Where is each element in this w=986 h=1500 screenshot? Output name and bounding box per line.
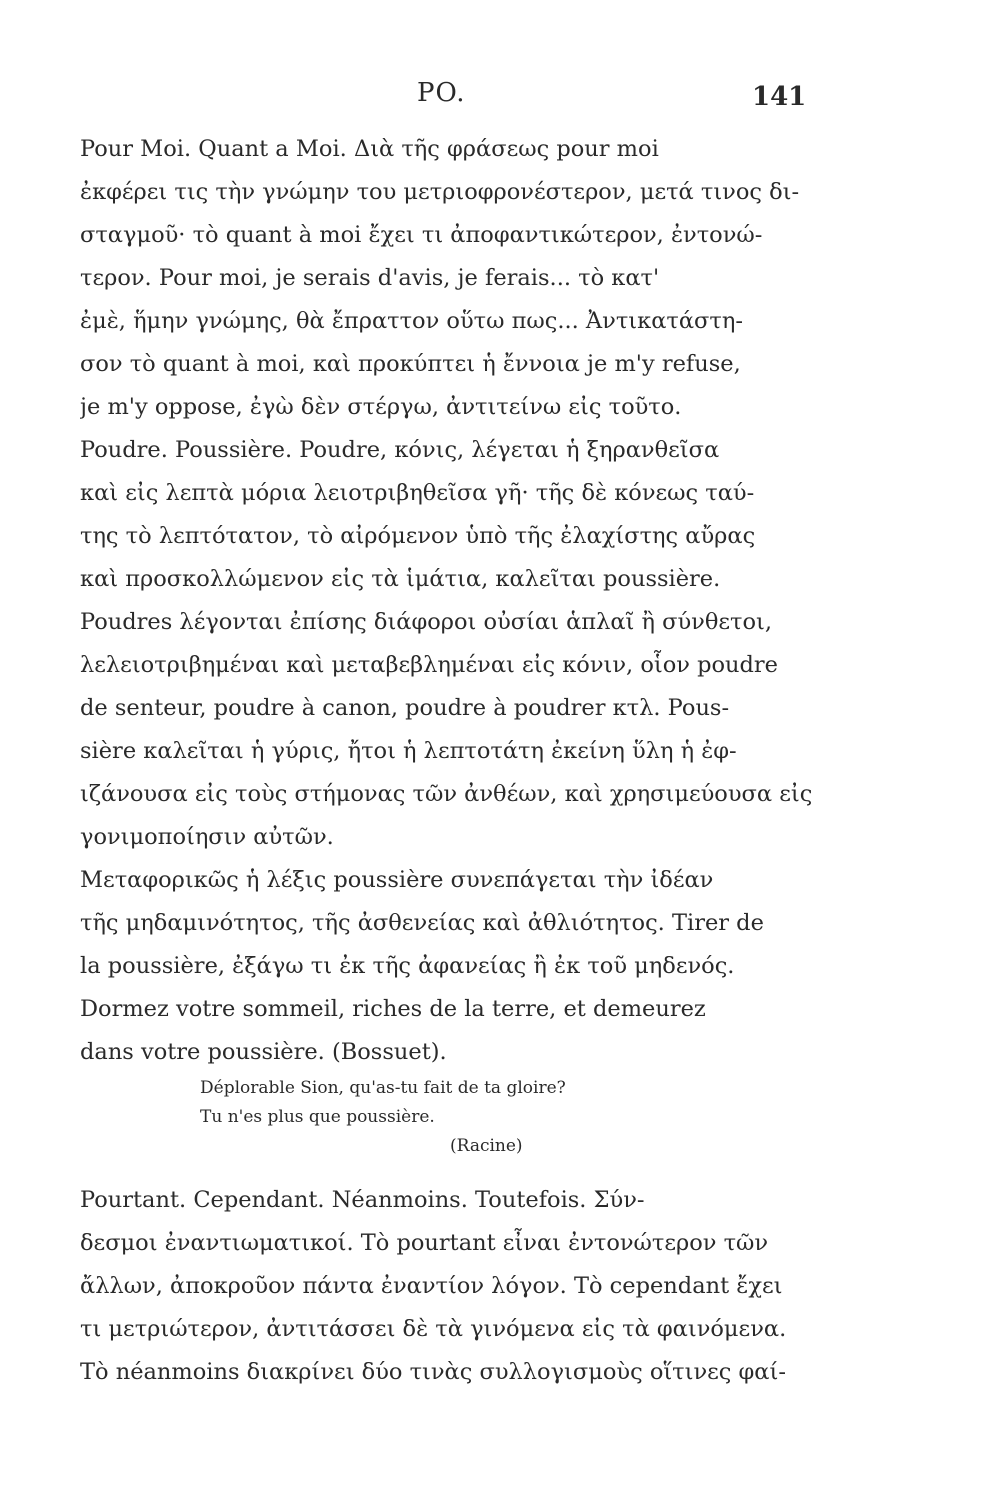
text-line: δεσμοι ἐναντιωματικοί. Τὸ pourtant εἶναι ἐντονώτερον τῶν: [80, 1230, 769, 1256]
text-line: γονιμοποίησιν αὐτῶν.: [80, 824, 334, 850]
text-line: τῆς μηδαμινότητος, τῆς ἀσθενείας καὶ ἀθλιότητος. Tirer de: [80, 910, 764, 936]
text-line: σταγμοῦ· τὸ quant à moi ἔχει τι ἀποφαντικώτερον, ἐντονώ-: [80, 222, 763, 248]
text-line: τερον. Pour moi, je serais d'avis, je ferais... τὸ κατ': [80, 265, 660, 291]
text-line: καὶ εἰς λεπτὰ μόρια λειοτριβηθεῖσα γῆ· τῆς δὲ κόνεως ταύ-: [80, 480, 755, 506]
text-line: της τὸ λεπτότατον, τὸ αἰρόμενον ὑπὸ τῆς ἐλαχίστης αὔρας: [80, 523, 756, 549]
text-line: Τὸ néanmoins διακρίνει δύο τινὰς συλλογισμοὺς οἵτινες φαί-: [80, 1359, 786, 1385]
quote-line: Déplorable Sion, qu'as-tu fait de ta gloire?: [200, 1078, 566, 1098]
text-line: sière καλεῖται ἡ γύρις, ἤτοι ἡ λεπτοτάτη ἐκείνη ὕλη ἡ ἐφ-: [80, 738, 737, 764]
text-line: ἐκφέρει τις τὴν γνώμην του μετριοφρονέστερον, μετά τινος δι-: [80, 179, 800, 205]
text-line: de senteur, poudre à canon, poudre à poudrer κτλ. Pous-: [80, 695, 730, 721]
text-line: Poudre. Poussière. Poudre, κόνις, λέγεται ἡ ξηρανθεῖσα: [80, 437, 720, 463]
running-head: [0, 78, 986, 118]
text-line: Poudres λέγονται ἐπίσης διάφοροι οὐσίαι ἁπλαῖ ἢ σύνθετοι,: [80, 609, 773, 635]
text-line: τι μετριώτερον, ἀντιτάσσει δὲ τὰ γινόμενα εἰς τὰ φαινόμενα.: [80, 1316, 787, 1342]
text-line: καὶ προσκολλώμενον εἰς τὰ ἱμάτια, καλεῖται poussière.: [80, 566, 721, 592]
text-line: ἄλλων, ἀποκροῦον πάντα ἐναντίον λόγον. Τὸ cependant ἔχει: [80, 1273, 783, 1299]
page-body: [80, 128, 825, 1394]
text-line: la poussière, ἐξάγω τι ἐκ τῆς ἀφανείας ἢ ἐκ τοῦ μηδενός.: [80, 953, 735, 979]
text-line: ἐμὲ, ἥμην γνώμης, θὰ ἔπραττον οὕτω πως... Ἀντικατάστη-: [80, 308, 743, 334]
running-head-title: PO.: [417, 78, 466, 108]
text-line: je m'y oppose, ἐγὼ δὲν στέργω, ἀντιτείνω εἰς τοῦτο.: [80, 394, 682, 420]
text-line: Dormez votre sommeil, riches de la terre, et demeurez: [80, 996, 706, 1022]
text-line: λελειοτριβημέναι καὶ μεταβεβλημέναι εἰς κόνιν, οἷον poudre: [80, 652, 778, 678]
text-line: Pourtant. Cependant. Néanmoins. Toutefois. Σύν-: [80, 1187, 645, 1213]
quote-line: Tu n'es plus que poussière.: [200, 1107, 435, 1127]
page-number: 141: [752, 82, 807, 112]
text-line: ιζάνουσα εἰς τοὺς στήμονας τῶν ἀνθέων, καὶ χρησιμεύουσα εἰς: [80, 781, 813, 807]
text-line: σον τὸ quant à moi, καὶ προκύπτει ἡ ἔννοια je m'y refuse,: [80, 351, 741, 377]
text-line: dans votre poussière. (Bossuet).: [80, 1039, 447, 1065]
text-line: Μεταφορικῶς ἡ λέξις poussière συνεπάγεται τὴν ἰδέαν: [80, 867, 714, 893]
text-line: Pour Moi. Quant a Moi. Διὰ τῆς φράσεως pour moi: [80, 136, 659, 162]
quote-source: (Racine): [450, 1136, 523, 1156]
